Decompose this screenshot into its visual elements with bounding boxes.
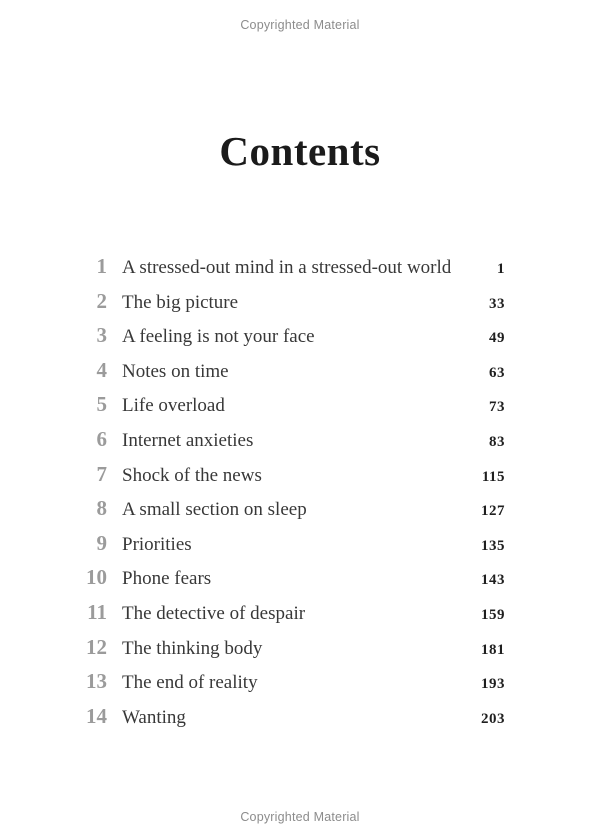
- chapter-title: A feeling is not your face: [122, 326, 315, 348]
- chapter-number: 3: [96, 323, 107, 348]
- chapter-number: 11: [87, 599, 107, 624]
- chapter-title: Phone fears: [122, 568, 212, 590]
- toc-entry: [79, 498, 505, 533]
- chapter-number: 9: [96, 530, 107, 555]
- chapter-title: A stressed-out mind in a stressed-out world: [122, 257, 452, 278]
- chapter-title: Internet anxieties: [122, 429, 254, 451]
- chapter-number: 1: [96, 254, 107, 278]
- chapter-title: Life overload: [122, 395, 225, 417]
- chapter-number: 6: [96, 426, 107, 451]
- toc-entry: [79, 530, 505, 568]
- chapter-number: 14: [86, 703, 107, 728]
- chapter-title: Wanting: [122, 706, 186, 728]
- chapter-page-number: 1: [497, 261, 505, 277]
- copyright-notice-bottom: Copyrighted Material: [240, 810, 360, 824]
- toc-entry: [79, 394, 505, 429]
- chapter-number: 2: [96, 288, 107, 313]
- copyright-notice-top: Copyrighted Material: [240, 18, 360, 32]
- chapter-number: 4: [96, 357, 107, 382]
- chapter-page-number: 143: [481, 572, 505, 589]
- chapter-page-number: 63: [489, 364, 505, 381]
- contents-title: Contents: [219, 128, 381, 174]
- chapter-number: 8: [96, 496, 107, 521]
- chapter-number: 7: [96, 461, 107, 486]
- chapter-page-number: 83: [489, 433, 505, 450]
- chapter-number: 12: [86, 634, 107, 659]
- chapter-number: 10: [86, 565, 107, 590]
- toc-entry: [79, 703, 505, 741]
- chapter-number: 13: [86, 669, 107, 694]
- chapter-title: The end of reality: [122, 672, 258, 694]
- chapter-page-number: 135: [481, 537, 505, 554]
- chapter-page-number: 159: [481, 606, 505, 623]
- chapter-number: 5: [96, 392, 107, 417]
- table-of-contents: [79, 256, 505, 740]
- chapter-page-number: 203: [481, 710, 505, 727]
- chapter-page-number: 33: [489, 295, 505, 312]
- chapter-title: A small section on sleep: [122, 499, 307, 521]
- chapter-page-number: 115: [481, 468, 505, 485]
- toc-entry: [79, 325, 505, 360]
- toc-entry: [79, 426, 505, 464]
- chapter-title: Priorities: [122, 533, 192, 555]
- chapter-title: Shock of the news: [122, 464, 262, 486]
- toc-entry: [79, 634, 505, 672]
- toc-entry: [79, 461, 505, 499]
- chapter-page-number: 73: [489, 399, 505, 416]
- toc-entry: [79, 256, 505, 291]
- chapter-page-number: 181: [481, 641, 505, 658]
- chapter-title: Notes on time: [122, 360, 229, 382]
- toc-entry: [79, 357, 505, 395]
- chapter-page-number: 193: [481, 676, 505, 693]
- toc-entry: [79, 288, 505, 326]
- chapter-title: The detective of despair: [122, 602, 306, 624]
- toc-entry: [79, 567, 505, 602]
- toc-entry: [79, 671, 505, 706]
- chapter-page-number: 127: [481, 503, 505, 520]
- chapter-title: The thinking body: [122, 637, 263, 659]
- toc-entry: [79, 599, 505, 637]
- chapter-page-number: 49: [489, 330, 505, 347]
- chapter-title: The big picture: [122, 291, 239, 313]
